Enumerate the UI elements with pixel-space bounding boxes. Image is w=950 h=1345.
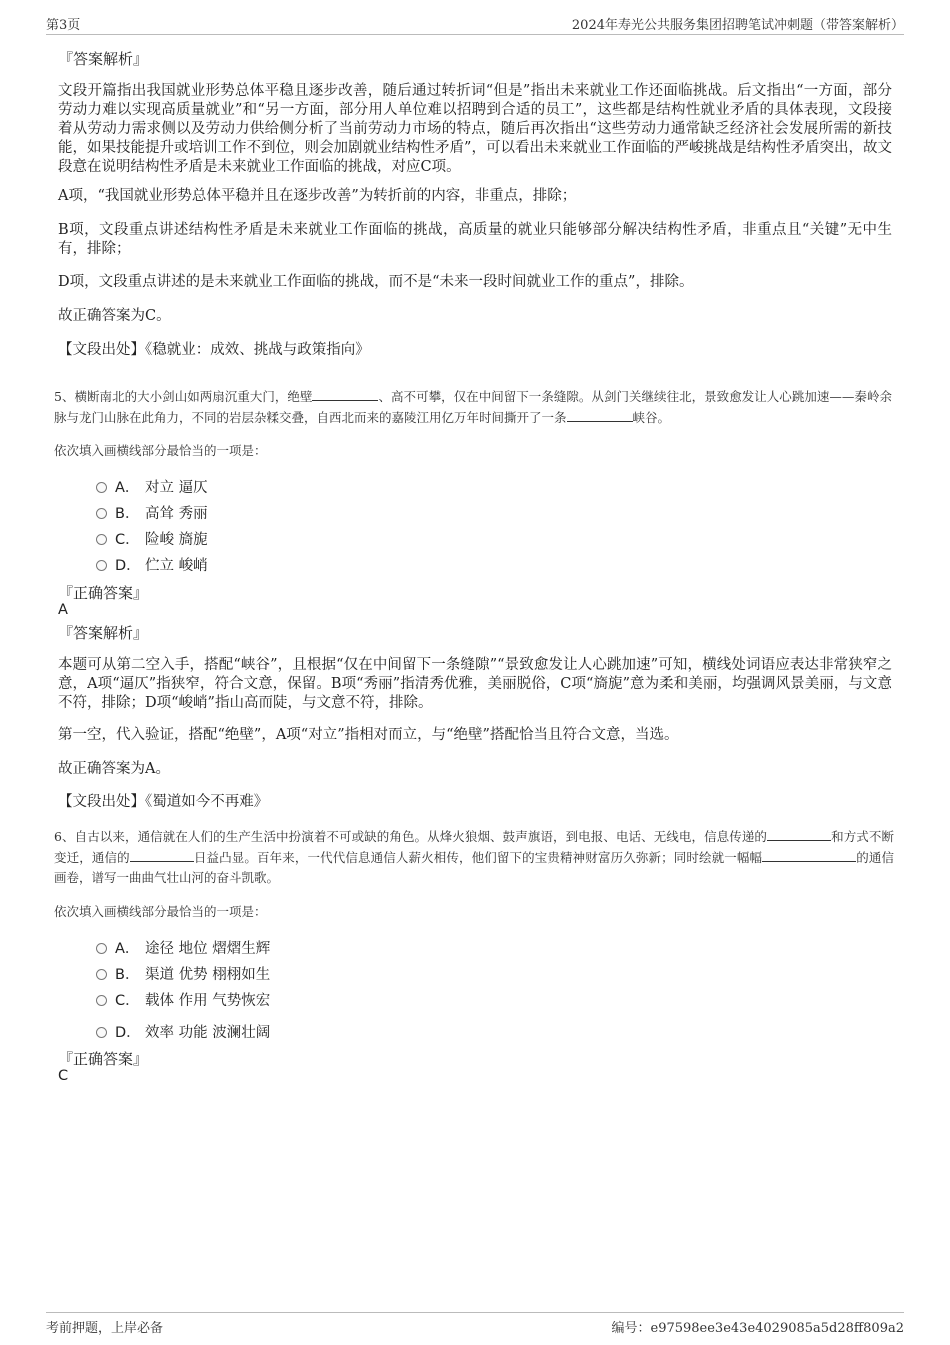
source-citation: 【文段出处】《蜀道如今不再难》 — [58, 794, 269, 810]
page-header — [46, 14, 904, 35]
question-hint: 依次填入画横线部分最恰当的一项是： — [54, 443, 267, 458]
document-title: 2024年寿光公共服务集团招聘笔试冲刺题（带答案解析） — [571, 18, 904, 33]
radio-icon[interactable] — [96, 943, 107, 954]
analysis-paragraph: D项，文段重点讲述的是未来就业工作面临的挑战，而不是“未来一段时间就业工作的重点”，排除。 — [58, 274, 694, 290]
question-6-stem: 6、自古以来，通信就在人们的生产生活中扮演着不可或缺的角色。从烽火狼烟、鼓声旗语，到电报、电话、无线电，信息传递的 和方式不断变迁，通信的 日益凸显。百年来，一代代信息通信人薪火相传，他们留下的宝贵精神财富历久弥新；同时绘就一幅幅 的通信画卷，谱写一曲曲气壮山河的奋斗凯歌。 — [54, 826, 894, 888]
conclusion-text: 故正确答案为A。 — [58, 761, 170, 777]
radio-icon[interactable] — [96, 560, 107, 571]
question-6-option-b[interactable]: B． 渠道 优势 栩栩如生 — [96, 963, 270, 983]
fill-blank — [567, 407, 633, 422]
question-6-option-c[interactable]: C． 载体 作用 气势恢宏 — [96, 989, 270, 1009]
fill-blank — [762, 847, 856, 862]
question-5-option-d[interactable]: D． 伫立 峻峭 — [96, 554, 208, 574]
radio-icon[interactable] — [96, 1027, 107, 1038]
analysis-paragraph: B项，文段重点讲述结构性矛盾是未来就业工作面临的挑战，高质量的就业只能够部分解决结构性矛盾，非重点且“关键”无中生有，排除； — [58, 222, 892, 257]
analysis-label: 『答案解析』 — [58, 50, 149, 68]
analysis-paragraph: 本题可从第二空入手，搭配“峡谷”，且根据“仅在中间留下一条缝隙”“景致愈发让人心跳加速”可知，横线处词语应表达非常狭窄之意，A项“逼仄”指狭窄，符合文意，保留。B项“秀丽”指清秀优雅，美丽脱俗，C项“旖旎”意为柔和美丽，均强调风景美丽，与文意不符，排除；D项“峻峭”指山高而陡，与文意不符，排除。 — [58, 657, 892, 711]
radio-icon[interactable] — [96, 508, 107, 519]
correct-answer-label: 『正确答案』 — [58, 1050, 149, 1068]
fill-blank — [130, 847, 194, 862]
correct-answer-label: 『正确答案』 — [58, 584, 149, 602]
question-5-option-c[interactable]: C． 险峻 旖旎 — [96, 528, 208, 548]
page-number: 第3页 — [46, 18, 81, 33]
radio-icon[interactable] — [96, 534, 107, 545]
source-citation: 【文段出处】《稳就业：成效、挑战与政策指向》 — [58, 342, 370, 358]
analysis-paragraph: 第一空，代入验证，搭配“绝壁”，A项“对立”指相对而立，与“绝壁”搭配恰当且符合文意，当选。 — [58, 727, 679, 743]
analysis-paragraph: 文段开篇指出我国就业形势总体平稳且逐步改善，随后通过转折词“但是”指出未来就业工作还面临挑战。后文指出“一方面，部分劳动力难以实现高质量就业”和“另一方面，部分用人单位难以招聘到合适的员工”，这些都是结构性就业矛盾的具体表现，文段接着从劳动力需求侧以及劳动力供给侧分析了当前劳动力市场的特点，随后再次指出“这些劳动力通常缺乏经济社会发展所需的新技能，如果技能提升或培训工作不到位，则会加剧就业结构性矛盾”，可以看出未来就业工作面临的严峻挑战是结构性矛盾突出，故文段意在说明结构性矛盾是未来就业工作面临的挑战，对应C项。 — [58, 83, 892, 175]
footer-slogan: 考前押题，上岸必备 — [46, 1321, 164, 1336]
document-id: 编号：e97598ee3e43e4029085a5d28ff809a2 — [611, 1321, 904, 1336]
radio-icon[interactable] — [96, 482, 107, 493]
question-hint: 依次填入画横线部分最恰当的一项是： — [54, 904, 267, 919]
analysis-paragraph: A项，“我国就业形势总体平稳并且在逐步改善”为转折前的内容，非重点，排除； — [58, 188, 577, 204]
correct-answer-value: A — [58, 602, 68, 618]
question-5-stem: 5、横断南北的大小剑山如两扇沉重大门，绝壁 、高不可攀，仅在中间留下一条缝隙。从剑门关继续往北，景致愈发让人心跳加速——秦岭余脉与龙门山脉在此角力，不同的岩层杂糅交叠，自西北而来的嘉陵江用亿万年时间撕开了一条 峡谷。 — [54, 386, 892, 428]
fill-blank — [312, 386, 378, 401]
radio-icon[interactable] — [96, 969, 107, 980]
radio-icon[interactable] — [96, 995, 107, 1006]
question-6-option-a[interactable]: A． 途径 地位 熠熠生辉 — [96, 937, 270, 957]
question-5-option-a[interactable]: A． 对立 逼仄 — [96, 476, 208, 496]
analysis-label: 『答案解析』 — [58, 624, 149, 642]
page-footer — [46, 1312, 904, 1335]
question-5-option-b[interactable]: B． 高耸 秀丽 — [96, 502, 208, 522]
conclusion-text: 故正确答案为C。 — [58, 308, 171, 324]
correct-answer-value: C — [58, 1068, 69, 1084]
question-6-option-d[interactable]: D． 效率 功能 波澜壮阔 — [96, 1021, 270, 1041]
fill-blank — [767, 826, 831, 841]
